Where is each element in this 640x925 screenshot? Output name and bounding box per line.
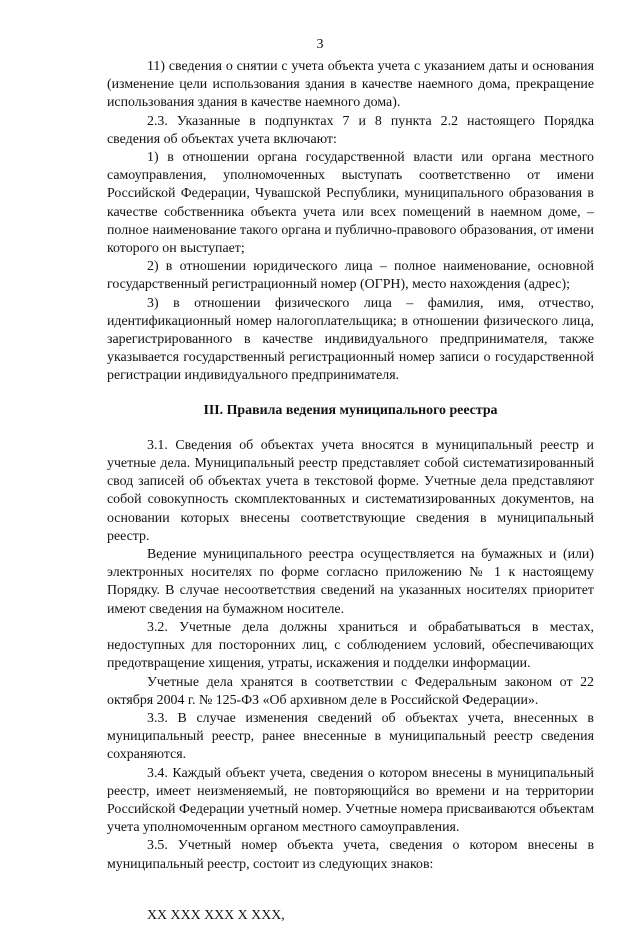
page-content <box>107 58 594 925</box>
spacer <box>107 386 594 402</box>
page-number: 3 <box>316 37 324 52</box>
spacer <box>107 874 594 907</box>
section-heading: III. Правила ведения муниципального реестра <box>203 402 498 418</box>
spacer <box>107 420 594 437</box>
paragraph-3-2-cont: Учетные дела хранятся в соответствии с Федеральным законом от 22 октября 2004 г. № 125-ФЗ «Об архивном деле в Российской Федерации». <box>107 674 594 708</box>
code-format: XX XXX XXX X XXX, <box>147 907 285 923</box>
paragraph-2-3-item-3: 3) в отношении физического лица – фамилия, имя, отчество, идентификационный номер налогоплательщика; в отношении физического лица, зарегистрированного в качестве индивидуального предпринимателя, также указывается государственный регистрационный номер записи о государственной регистрации индивидуального предпринимателя. <box>107 295 594 384</box>
paragraph-2-3-item-2: 2) в отношении юридического лица – полное наименование, основной государственный регистрационный номер (ОГРН), место нахождения (адрес); <box>107 259 594 293</box>
paragraph-3-1-cont: Ведение муниципального реестра осуществляется на бумажных и (или) электронных носителях по форме согласно приложению № 1 к настоящему Порядку. В случае несоответствия сведений на указанных носителях приоритет имеют сведения на бумажном носителе. <box>107 547 594 617</box>
paragraph-3-5: 3.5. Учетный номер объекта учета, сведения о котором внесены в муниципальный реестр, состоит из следующих знаков: <box>107 838 594 872</box>
paragraph-11: 11) сведения о снятии с учета объекта учета с указанием даты и основания (изменение цели использования здания в качестве наемного дома, прекращение использования здания в качестве наемного дома). <box>107 59 594 111</box>
paragraph-3-4: 3.4. Каждый объект учета, сведения о котором внесены в муниципальный реестр, имеет неизменяемый, не повторяющийся во времени и на территории Российской Федерации учетный номер. Учетные номера присваиваются объектам учета уполномоченным органом местного самоуправления. <box>107 765 594 836</box>
paragraph-2-3-item-1: 1) в отношении органа государственной власти или органа местного самоуправления, уполномоченных выступать соответственно от имени Российской Федерации, Чувашской Республики, муниципального образования в качестве собственника объекта учета или всех помещений в наемном доме, – полное наименование такого органа и публично-правового образования, от имени которого он выступает; <box>107 150 594 257</box>
paragraph-2-3: 2.3. Указанные в подпунктах 7 и 8 пункта 2.2 настоящего Порядка сведения об объектах учета включают: <box>107 113 594 147</box>
paragraph-3-1: 3.1. Сведения об объектах учета вносятся в муниципальный реестр и учетные дела. Муниципальный реестр представляет собой систематизированный свод записей об объектах учета в текстовой форме. Учетные дела представляют собой совокупность скомплектованных и систематизированных документов, на основании которых внесены соответствующие сведения в муниципальный реестр. <box>107 437 594 544</box>
paragraph-3-2: 3.2. Учетные дела должны храниться и обрабатываться в местах, недоступных для посторонних лиц, с соблюдением условий, обеспечивающих предотвращение хищения, утраты, искажения и подделки информации. <box>107 619 594 672</box>
paragraph-3-3: 3.3. В случае изменения сведений об объектах учета, внесенных в муниципальный реестр, ранее внесенные в муниципальный реестр сведения сохраняются. <box>107 710 594 763</box>
